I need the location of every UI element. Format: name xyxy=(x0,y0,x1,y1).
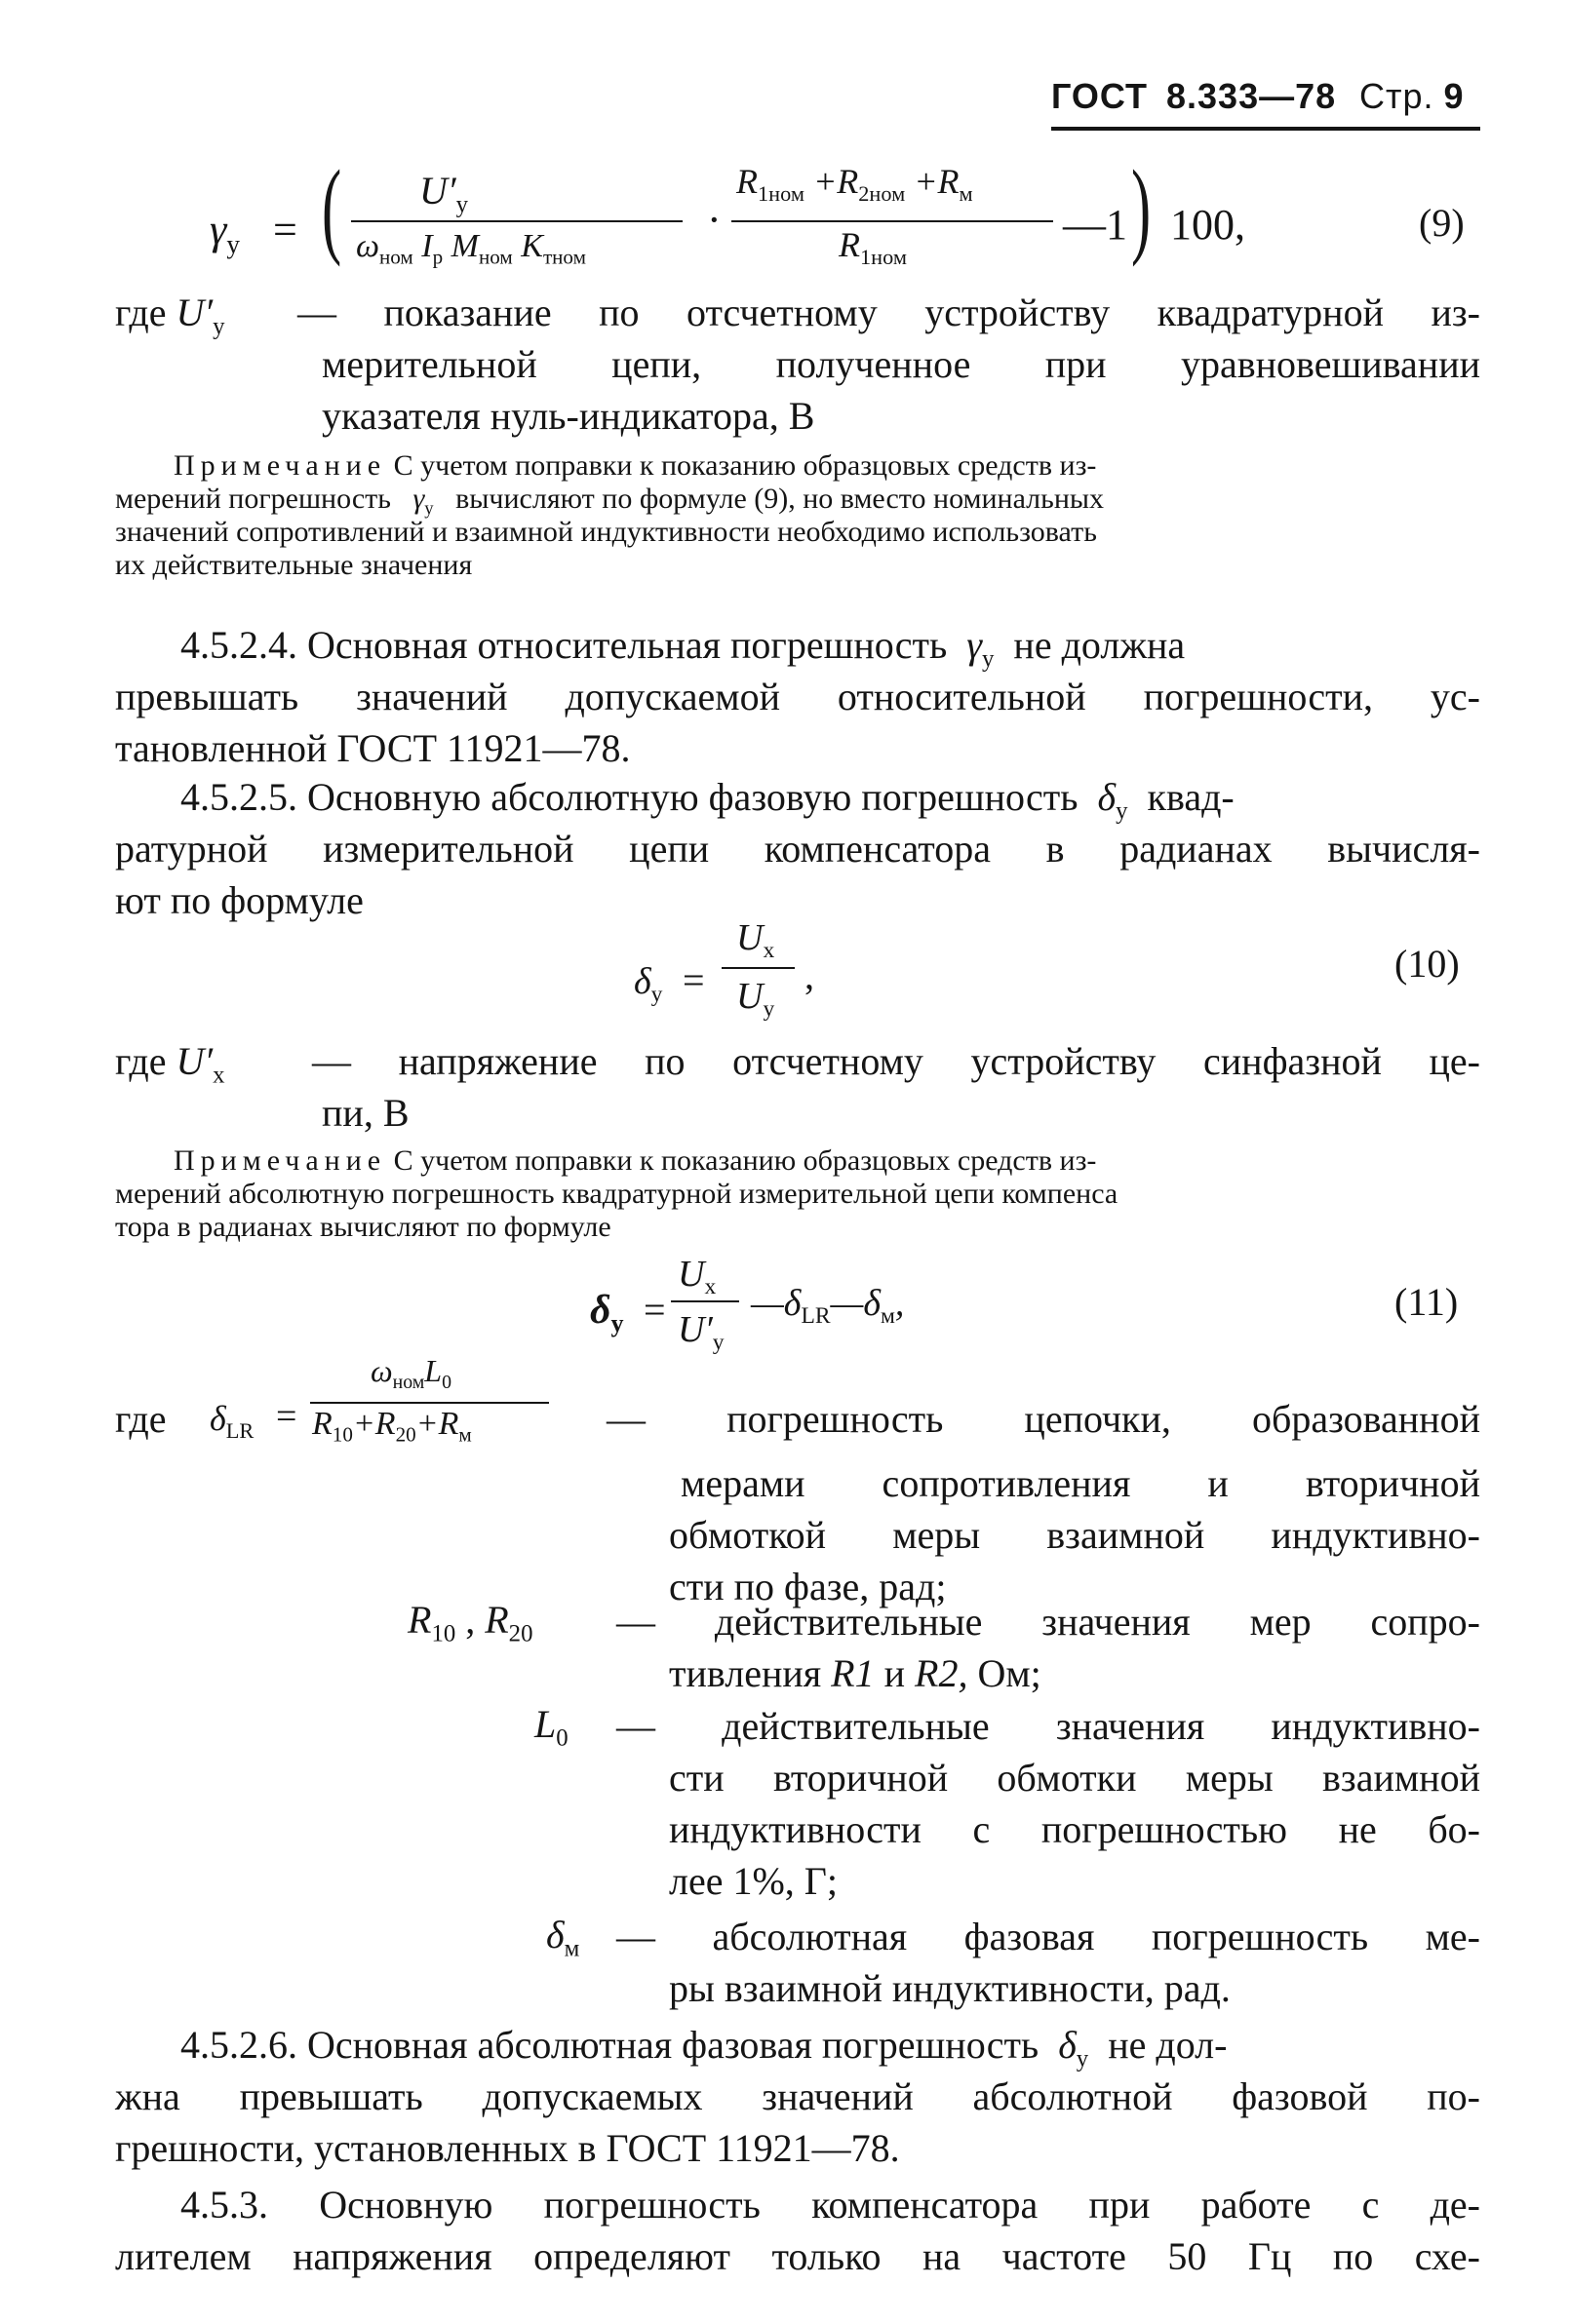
where11-dm-symbol: $\delta_м$ xyxy=(546,1913,580,1962)
p4526-line1: 4.5.2.6. Основная абсолютная фазовая погрешность $\delta_y$ не дол- xyxy=(180,2023,1228,2072)
where11-lead: где xyxy=(115,1397,167,1441)
eq11-frac-line xyxy=(671,1300,739,1302)
note1-line1: Примечание С учетом поправки к показанию образцовых средств из- xyxy=(174,449,1097,482)
where9-lead: где $U'_y$ xyxy=(115,290,225,340)
eq9-right-paren: ) xyxy=(1131,148,1152,267)
eq10-lhs: $\delta_y$ xyxy=(634,961,663,1008)
page-header xyxy=(1051,76,1480,125)
header-rule xyxy=(1051,127,1480,131)
where11-dm-line2: ры взаимной индуктивности, рад. xyxy=(669,1966,1231,2010)
where11-r-line1: — действительные значения мер сопро- xyxy=(616,1600,1480,1644)
where10-line1: — напряжение по отсчетному устройству синфазной це- xyxy=(312,1039,1480,1083)
where10-line2: пи, В xyxy=(322,1091,410,1135)
eq9-frac1-den: $\omega_{ном}$ $I_р$ $M_{ном}$ $K_{тном}$ xyxy=(356,228,586,269)
where11-l-line2: сти вторичной обмотки меры взаимной xyxy=(669,1756,1480,1800)
p4525-line2: ратурной измерительной цепи компенсатора в радианах вычисля- xyxy=(115,827,1480,871)
p4524-line2: превышать значений допускаемой относительной погрешности, ус- xyxy=(115,675,1480,718)
eq10-number: (10) xyxy=(1394,942,1460,986)
eq9-factor: 100, xyxy=(1170,201,1245,249)
eq11-den: $U'_y$ xyxy=(678,1309,725,1356)
p453-line2: лителем напряжения определяют только на частоте 50 Гц по схе- xyxy=(115,2234,1480,2278)
eq9-frac2-line xyxy=(731,220,1053,222)
eq10-den: $U_y$ xyxy=(736,976,775,1023)
note1-line2: мерений погрешность $\gamma_y$ вычисляют по формуле (9), но вместо номинальных xyxy=(115,483,1105,520)
where11-dlr-line2: мерами сопротивления и вторичной xyxy=(681,1461,1480,1505)
where11-r-line2: тивления R1 и R2, Ом; xyxy=(669,1651,1041,1695)
where11-l-symbol: $L_0$ xyxy=(534,1702,569,1752)
where11-dlr-frac-line xyxy=(310,1402,549,1404)
eq10-comma: , xyxy=(804,953,814,997)
where11-l-line4: лее 1%, Г; xyxy=(669,1859,839,1903)
p4524-line3: тановленной ГОСТ 11921—78. xyxy=(115,726,631,770)
eq9-frac1-line xyxy=(351,220,683,222)
eq9-tail: —1 xyxy=(1063,201,1127,249)
where11-dlr-den: $R_{10}+R_{20}+R_м$ xyxy=(312,1406,472,1447)
where11-l-line3: индуктивности с погрешностью не бо- xyxy=(669,1807,1480,1851)
where11-dlr: $\delta_{LR}$ xyxy=(210,1399,255,1443)
eq11-lhs: $\delta_y$ xyxy=(590,1288,624,1338)
header-page-label: Стр. xyxy=(1359,76,1434,116)
where10-lead: где $U'_x$ xyxy=(115,1039,225,1089)
p4526-line3: грешности, установленных в ГОСТ 11921—78. xyxy=(115,2126,900,2170)
eq9-frac2-num: $R_{1ном} +R_{2ном} +R_м$ xyxy=(736,162,973,206)
eq11-rest: $—\delta_{LR}—\delta_м$, xyxy=(751,1283,905,1330)
eq9-number: (9) xyxy=(1419,201,1465,245)
where11-dlr-line1: — погрешность цепочки, образованной xyxy=(607,1397,1480,1441)
p4525-line3: ют по формуле xyxy=(115,878,364,922)
note2-line2: мерений абсолютную погрешность квадратурной измерительной цепи компенса xyxy=(115,1178,1118,1210)
eq9-equals: = xyxy=(273,206,297,253)
eq10-equals: = xyxy=(683,958,705,1002)
where11-dlr-num: $\omega_{ном}L_0$ xyxy=(371,1353,452,1393)
header-page-number: 9 xyxy=(1443,76,1465,116)
where11-dlr-line3: обмоткой меры взаимной индуктивно- xyxy=(669,1513,1480,1557)
where9-line3: указателя нуль-индикатора, В xyxy=(322,394,815,438)
p4524-line1: 4.5.2.4. Основная относительная погрешность $\gamma_y$ не должна xyxy=(180,623,1186,673)
where11-dlr-equals: = xyxy=(276,1396,297,1437)
note1-line3: значений сопротивлений и взаимной индуктивности необходимо использовать xyxy=(115,516,1097,548)
note1-line4: их действительные значения xyxy=(115,549,473,581)
eq9-frac2-den: $R_{1ном}$ xyxy=(839,225,907,269)
eq9-left-paren: ( xyxy=(322,148,342,267)
p4526-line2: жна превышать допускаемых значений абсолютной фазовой по- xyxy=(115,2074,1480,2118)
eq11-equals: = xyxy=(644,1288,666,1332)
header-page xyxy=(1359,76,1465,117)
eq11-num: $U_x$ xyxy=(678,1254,717,1300)
eq9-lhs: $\gamma_y$ xyxy=(210,206,240,259)
eq10-num: $U_x$ xyxy=(736,917,775,964)
eq9-frac1-num: $U'_y$ xyxy=(419,169,469,218)
header-standard: ГОСТ xyxy=(1051,76,1149,116)
where9-line2: мерительной цепи, полученное при уравновешивании xyxy=(322,342,1480,386)
where9-line1: — показание по отсчетному устройству квадратурной из- xyxy=(297,290,1480,334)
eq9-dot: · xyxy=(707,196,722,244)
eq11-number: (11) xyxy=(1394,1280,1459,1324)
where11-dlr-line4: сти по фазе, рад; xyxy=(669,1565,947,1608)
where11-r-symbols: $R_{10}$ , $R_{20}$ xyxy=(408,1598,533,1647)
eq10-frac-line xyxy=(722,967,795,969)
header-number: 8.333—78 xyxy=(1166,76,1337,116)
where11-dm-line1: — абсолютная фазовая погрешность ме- xyxy=(616,1915,1480,1958)
note2-line1: Примечание С учетом поправки к показанию образцовых средств из- xyxy=(174,1144,1097,1177)
where11-l-line1: — действительные значения индуктивно- xyxy=(616,1704,1480,1748)
note2-line3: тора в радианах вычисляют по формуле xyxy=(115,1211,611,1243)
p4525-line1: 4.5.2.5. Основную абсолютную фазовую погрешность $\delta_y$ квад- xyxy=(180,775,1235,825)
p453-line1: 4.5.3. Основную погрешность компенсатора при работе с де- xyxy=(180,2183,1480,2227)
